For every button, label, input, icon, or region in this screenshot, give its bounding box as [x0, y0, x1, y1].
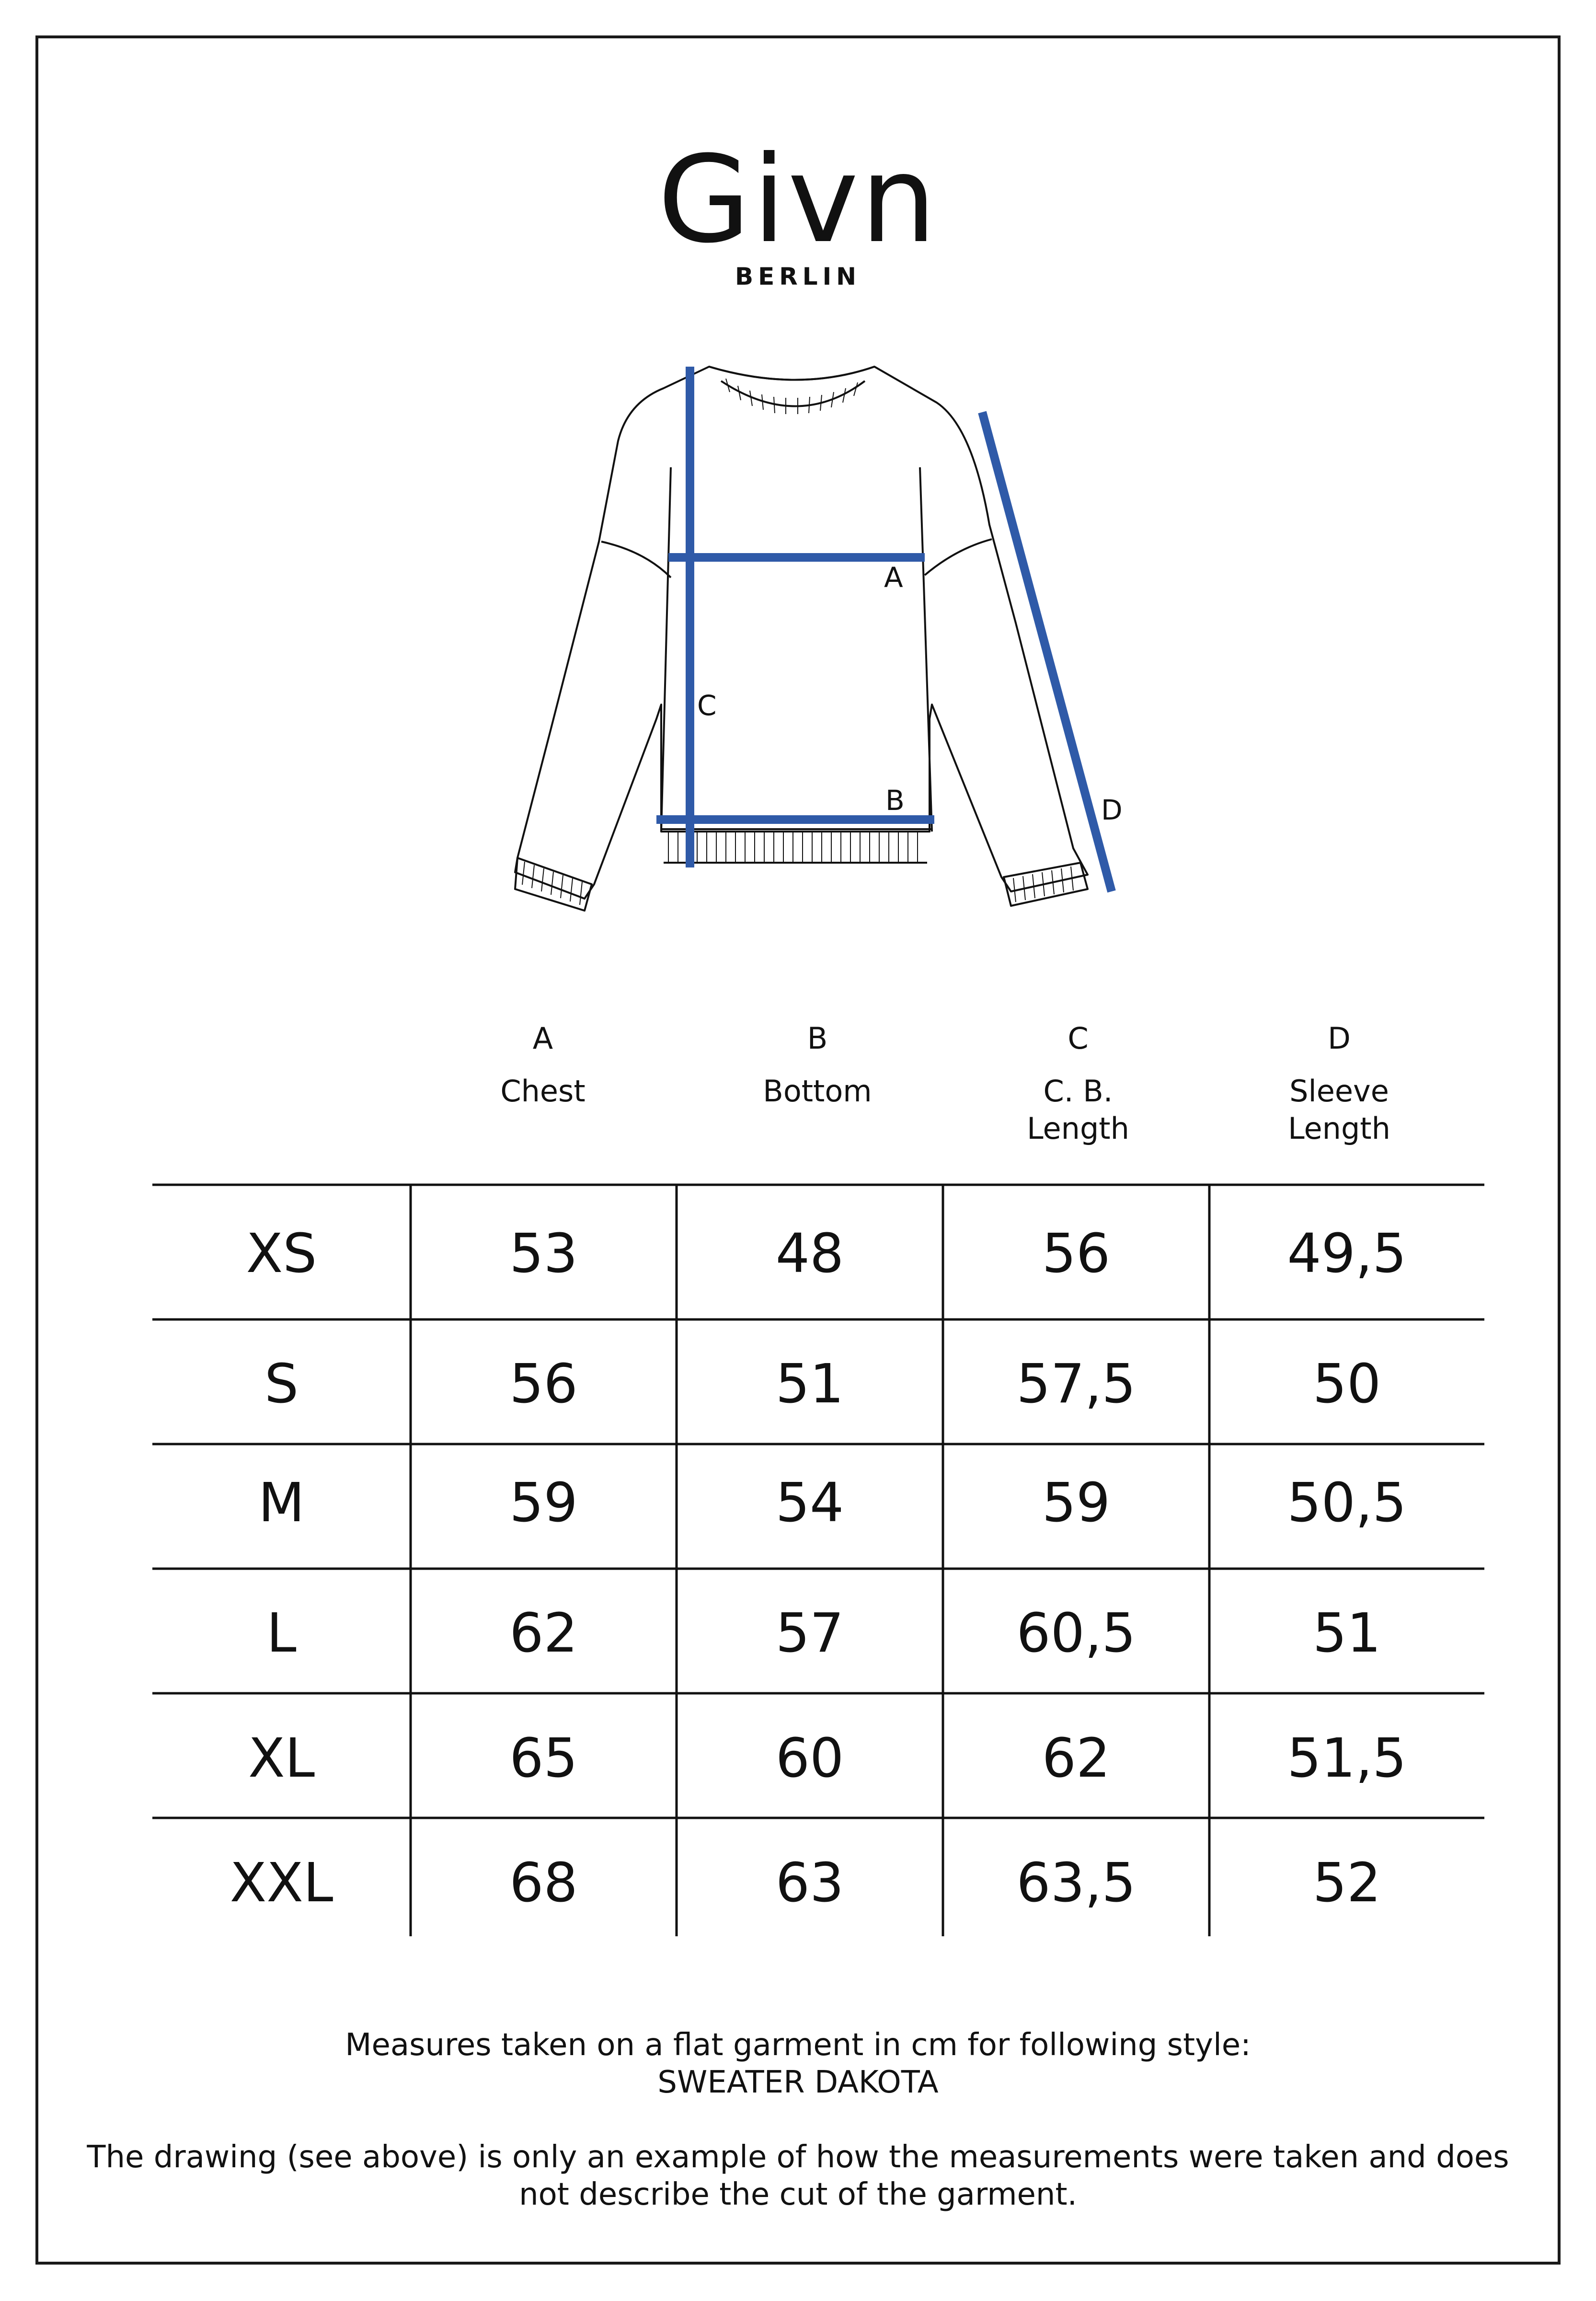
- column-letter: A: [532, 1021, 553, 1056]
- cb-length-value: 57,5: [1016, 1353, 1136, 1415]
- brand-logo: Givn: [657, 130, 939, 269]
- sleeve-length-value: 52: [1312, 1852, 1381, 1914]
- footer-style-name: SWEATER DAKOTA: [657, 2065, 939, 2100]
- column-name: C. B.: [1043, 1074, 1113, 1109]
- sleeve-length-value: 50: [1312, 1353, 1381, 1415]
- size-label: XS: [246, 1223, 317, 1285]
- sleeve-length-value: 50,5: [1287, 1472, 1407, 1534]
- footer-disclaimer-2: not describe the cut of the garment.: [519, 2177, 1077, 2212]
- footer-note-measures: Measures taken on a flat garment in cm for following style:: [345, 2027, 1251, 2063]
- size-label: L: [266, 1602, 297, 1665]
- column-name: Sleeve: [1289, 1074, 1389, 1109]
- chest-value: 65: [509, 1727, 578, 1790]
- column-name-2: Length: [1288, 1111, 1390, 1146]
- chest-value: 56: [509, 1353, 578, 1415]
- cb-length-value: 59: [1042, 1472, 1111, 1534]
- column-name-2: Length: [1027, 1111, 1129, 1146]
- column-letter: C: [1068, 1021, 1089, 1056]
- sleeve-length-value: 51,5: [1287, 1727, 1407, 1790]
- bottom-value: 48: [775, 1223, 844, 1285]
- footer-disclaimer-1: The drawing (see above) is only an example of how the measurements were taken and does: [87, 2139, 1509, 2175]
- size-label: M: [258, 1472, 305, 1534]
- bottom-value: 54: [775, 1472, 844, 1534]
- label-a: A: [884, 561, 903, 594]
- sleeve-length-value: 49,5: [1287, 1223, 1407, 1285]
- cb-length-value: 62: [1042, 1727, 1111, 1790]
- brand-city: BERLIN: [735, 263, 861, 290]
- cb-length-value: 63,5: [1016, 1852, 1136, 1914]
- cb-length-value: 60,5: [1016, 1602, 1136, 1665]
- label-c: C: [697, 689, 717, 722]
- size-label: S: [264, 1353, 299, 1415]
- cb-length-value: 56: [1042, 1223, 1111, 1285]
- column-name: Bottom: [763, 1074, 872, 1109]
- bottom-value: 57: [775, 1602, 844, 1665]
- label-b: B: [885, 784, 905, 817]
- column-letter: D: [1328, 1021, 1351, 1056]
- label-d: D: [1101, 794, 1123, 826]
- bottom-value: 60: [775, 1727, 844, 1790]
- sleeve-length-value: 51: [1312, 1602, 1381, 1665]
- bottom-value: 63: [775, 1852, 844, 1914]
- column-letter: B: [807, 1021, 828, 1056]
- chest-value: 53: [509, 1223, 578, 1285]
- size-label: XL: [248, 1727, 315, 1790]
- column-name: Chest: [500, 1074, 586, 1109]
- chest-value: 68: [509, 1852, 578, 1914]
- chest-value: 62: [509, 1602, 578, 1665]
- chest-value: 59: [509, 1472, 578, 1534]
- bottom-value: 51: [775, 1353, 844, 1415]
- size-label: XXL: [230, 1852, 333, 1914]
